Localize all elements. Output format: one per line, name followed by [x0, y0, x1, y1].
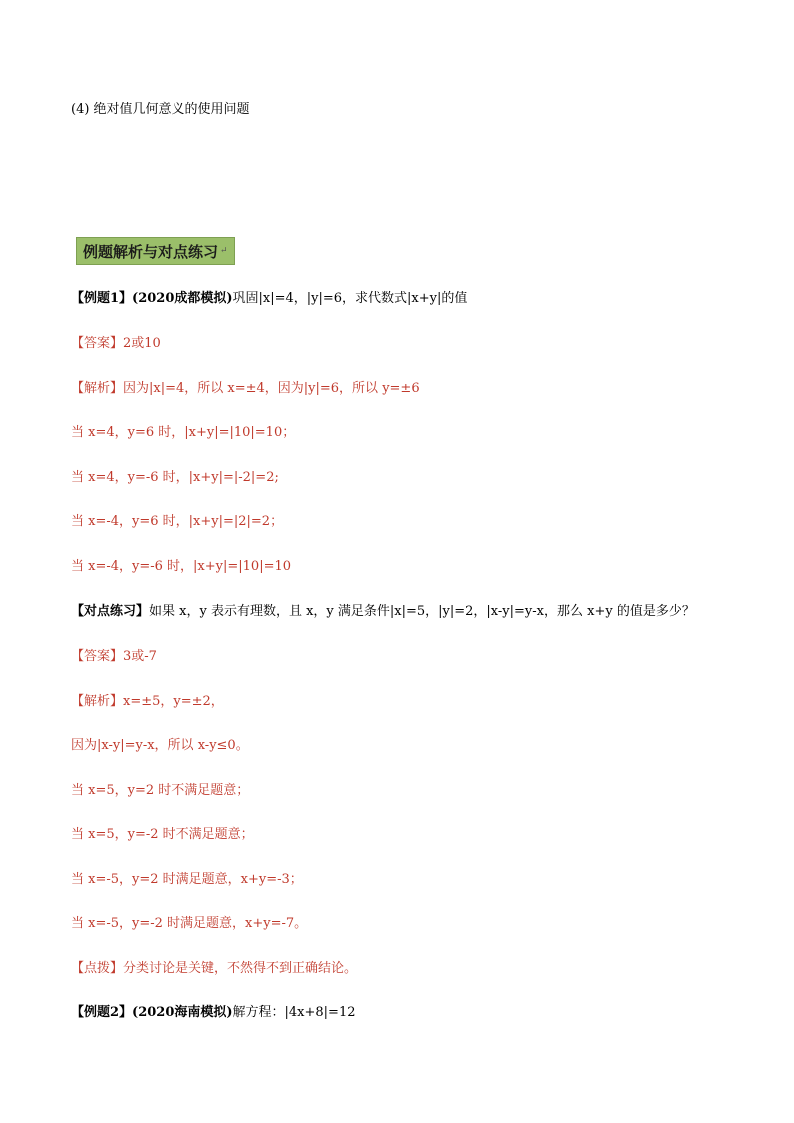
practice-case-3: 当 x=-5，y=2 时满足题意，x+y=-3； — [71, 872, 303, 887]
practice-text: 如果 x，y 表示有理数，且 x，y 满足条件|x|=5，|y|=2，|x-y|=y-x，那么 x+y 的值是多少？ — [149, 604, 695, 619]
analysis-text: x=±5，y=±2， — [123, 694, 224, 709]
section-heading: (4) 绝对值几何意义的使用问题 — [71, 102, 250, 117]
practice-tip — [71, 961, 357, 977]
practice-answer — [71, 649, 157, 665]
example-1-case-1: 当 x=4，y=6 时，|x+y|=|10|=10； — [71, 425, 296, 440]
paragraph-mark-icon: ↵ — [220, 246, 228, 256]
practice-analysis — [71, 694, 224, 710]
analysis-tag: 【解析】 — [71, 694, 124, 709]
practice-case-2: 当 x=5，y=-2 时不满足题意； — [71, 827, 254, 842]
practice-case-4: 当 x=-5，y=-2 时满足题意，x+y=-7。 — [71, 916, 308, 931]
example-1-case-2: 当 x=4，y=-6 时，|x+y|=|-2|=2; — [71, 470, 279, 485]
example-1-tag: 【例题1】 — [71, 291, 133, 306]
example-1-case-3: 当 x=-4，y=6 时，|x+y|=|2|=2； — [71, 514, 284, 529]
example-1-case-4: 当 x=-4，y=-6 时，|x+y|=|10|=10 — [71, 559, 292, 574]
practice-tag: 【对点练习】 — [71, 604, 150, 619]
section-banner — [76, 237, 235, 265]
analysis-tag: 【解析】 — [71, 381, 124, 396]
example-1-analysis — [71, 381, 420, 397]
tip-tag: 【点拨】 — [71, 961, 124, 976]
banner-title: 例题解析与对点练习 — [83, 242, 219, 261]
example-2-tag: 【例题2】 — [71, 1005, 133, 1020]
example-2-source: (2020海南模拟) — [132, 1005, 233, 1020]
example-1-question — [71, 291, 467, 307]
answer-text: 2或10 — [123, 336, 161, 351]
example-2-text: 解方程：|4x+8|=12 — [232, 1005, 356, 1020]
analysis-text: 因为|x|=4，所以 x=±4，因为|y|=6，所以 y=±6 — [123, 381, 420, 396]
example-2-question — [71, 1005, 356, 1021]
example-1-answer — [71, 336, 161, 352]
tip-text: 分类讨论是关键，不然得不到正确结论。 — [123, 961, 358, 976]
example-1-source: (2020成都模拟) — [132, 291, 233, 306]
practice-case-1: 当 x=5，y=2 时不满足题意； — [71, 783, 250, 798]
example-1-text: 巩固|x|=4，|y|=6，求代数式|x+y|的值 — [232, 291, 468, 306]
practice-question — [71, 604, 695, 620]
answer-text: 3或-7 — [123, 649, 157, 664]
answer-tag: 【答案】 — [71, 336, 124, 351]
answer-tag: 【答案】 — [71, 649, 124, 664]
practice-reason: 因为|x-y|=y-x，所以 x-y≤0。 — [71, 738, 249, 753]
